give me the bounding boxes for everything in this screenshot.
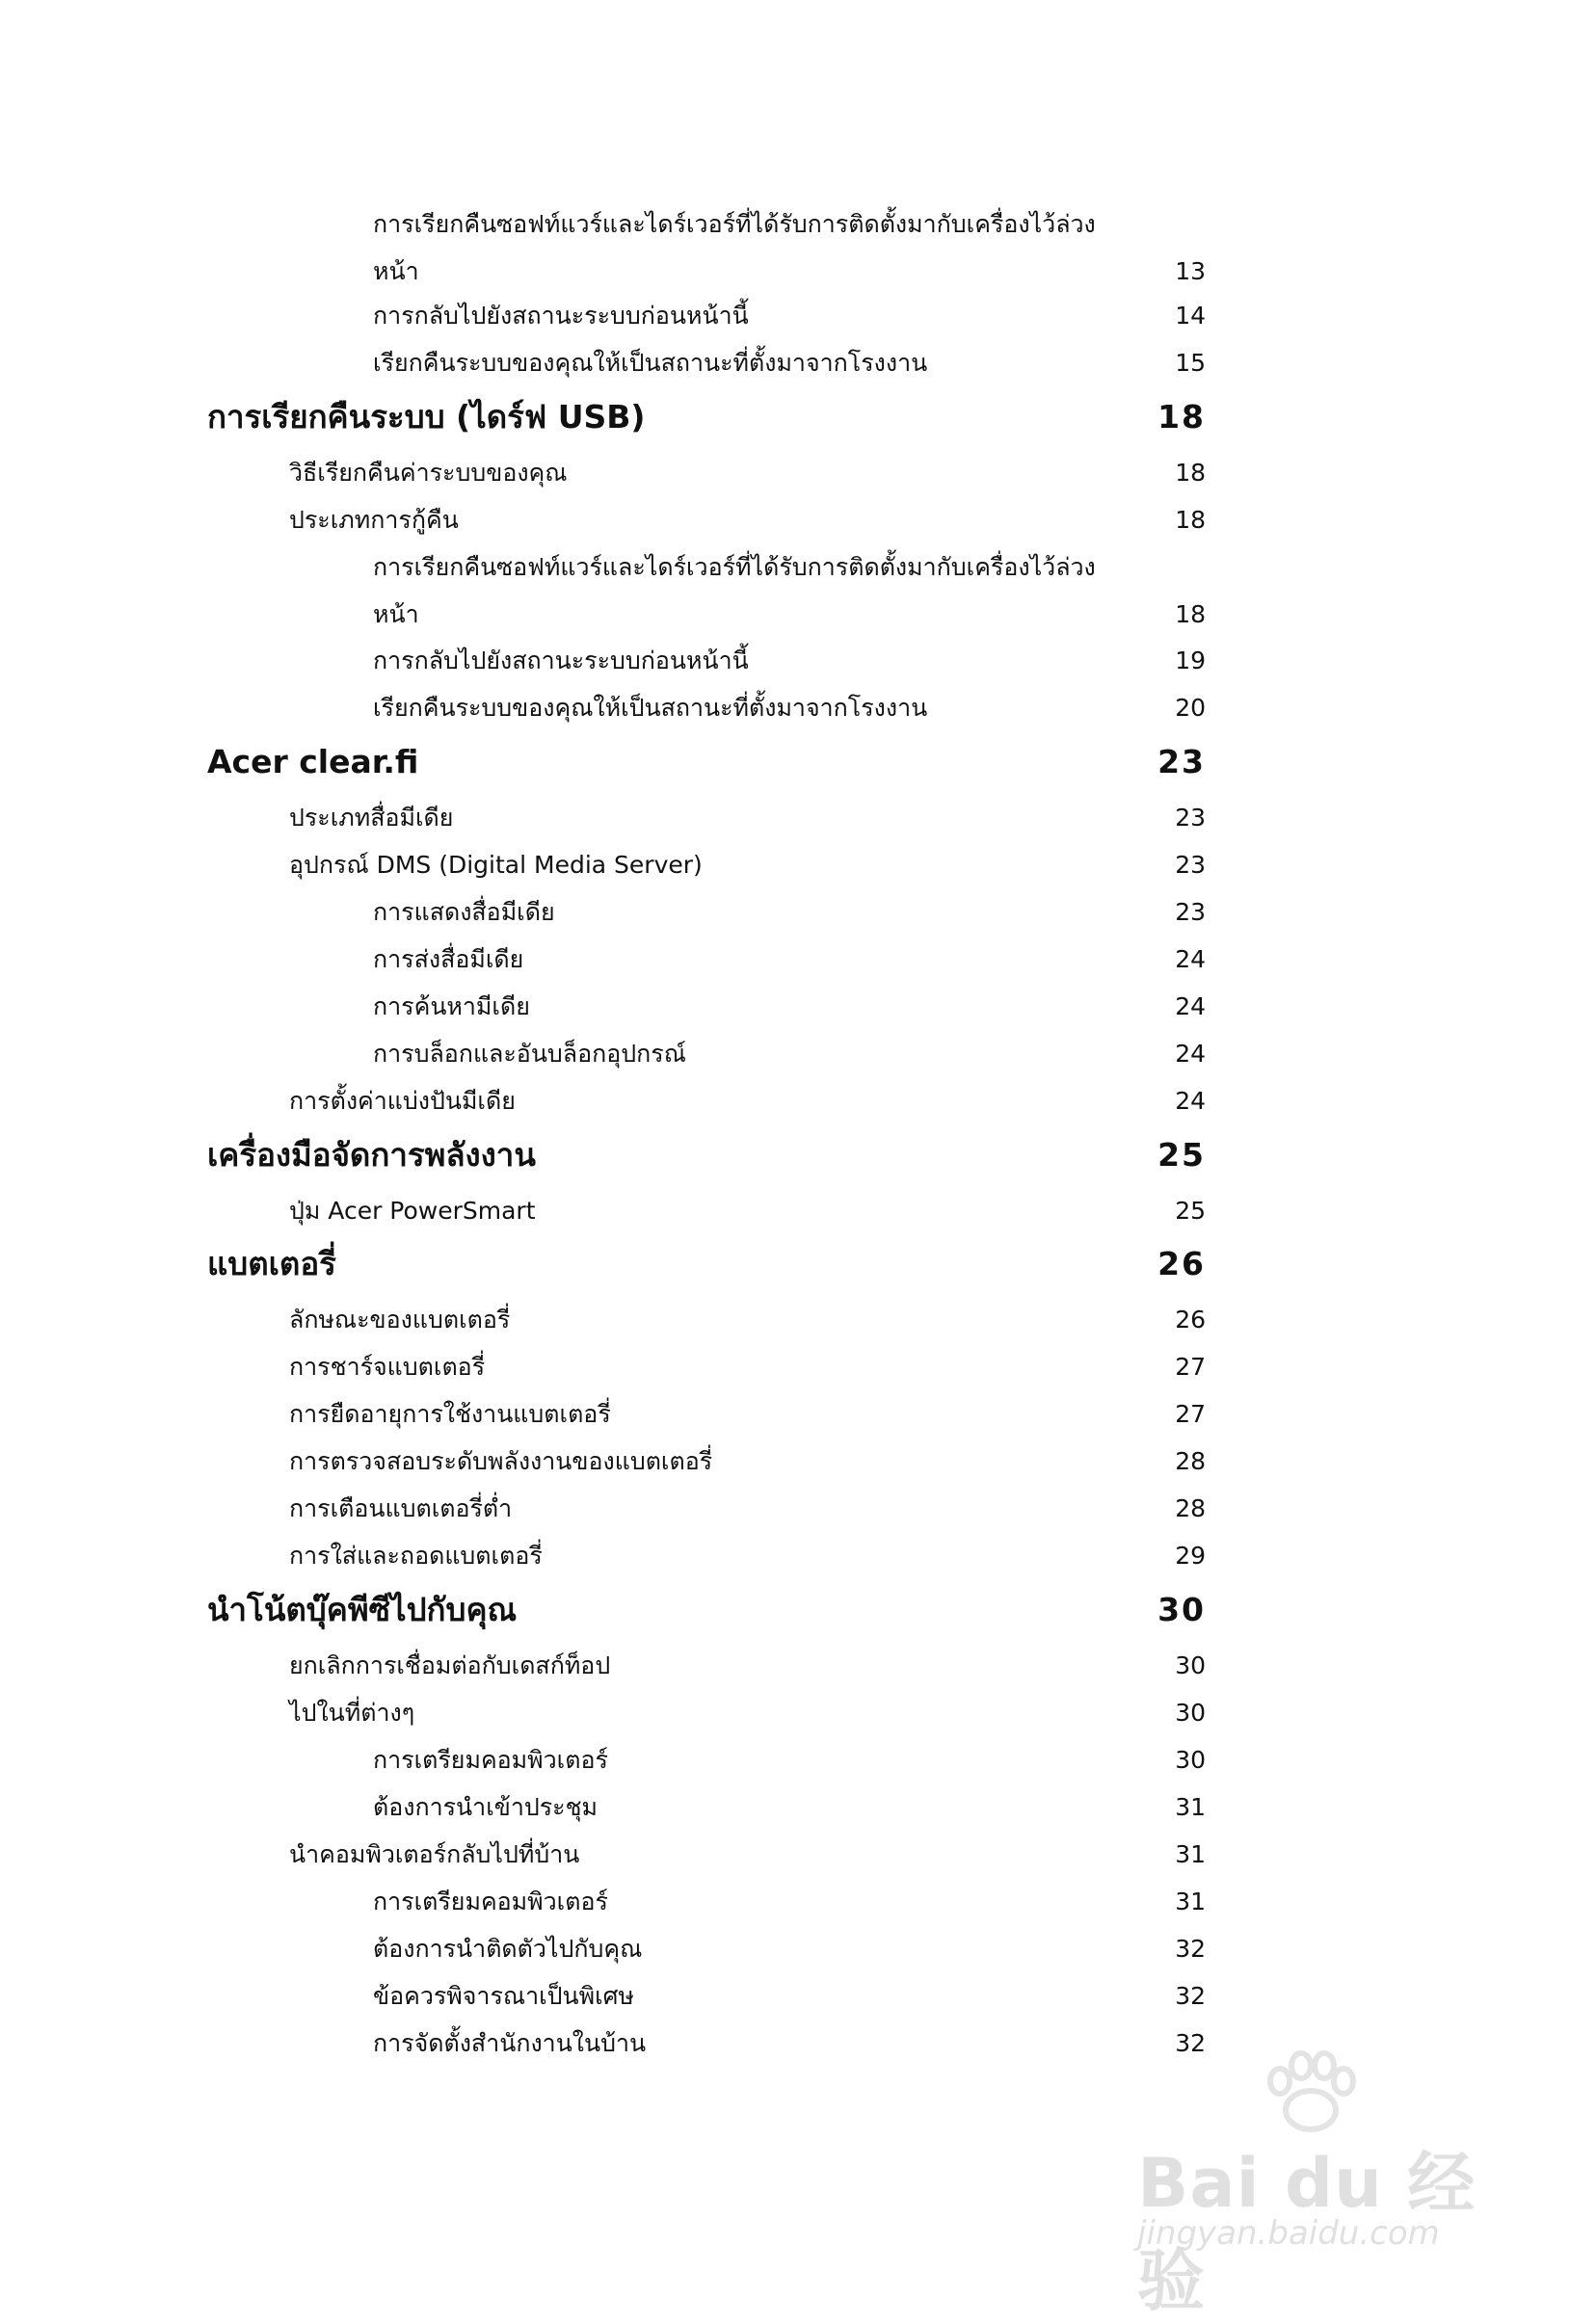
toc-entry-page: 20	[1175, 694, 1206, 722]
toc-entry-page: 31	[1175, 1793, 1206, 1821]
toc-entry-page: 24	[1175, 1087, 1206, 1115]
toc-entry-page: 32	[1175, 2029, 1206, 2057]
toc-entry-page: 18	[1175, 459, 1206, 487]
toc-entry-label: การแสดงสื่อมีเดีย	[373, 898, 555, 926]
toc-entry-page: 27	[1175, 1400, 1206, 1428]
toc-entry-label: การชาร์จแบตเตอรี่	[289, 1353, 486, 1381]
toc-entry-page: 15	[1175, 349, 1206, 377]
toc-entry-label: ข้อควรพิจารณาเป็นพิเศษ	[373, 1982, 634, 2010]
toc-chapter-page: 18	[1157, 398, 1206, 436]
toc-entry-label: การใส่และถอดแบตเตอรี่	[289, 1542, 543, 1570]
toc-entry-page: 19	[1175, 647, 1206, 674]
toc-chapter-label: เครื่องมือจัดการพลังงาน	[207, 1136, 536, 1174]
toc-entry-page: 30	[1175, 1699, 1206, 1727]
toc-chapter-label: Acer clear.fi	[207, 743, 419, 780]
toc-entry-page: 24	[1175, 1040, 1206, 1068]
toc-entry-page: 31	[1175, 1888, 1206, 1915]
toc-entry-label: อุปกรณ์ DMS (Digital Media Server)	[289, 851, 703, 879]
toc-entry-label: ลักษณะของแบตเตอรี่	[289, 1306, 511, 1334]
toc-entry-label: การตั้งค่าแบ่งปันมีเดีย	[289, 1087, 516, 1115]
toc-entry-label: การเรียกคืนซอฟท์แวร์และไดร์เวอร์ที่ได้รับการติดตั้งมากับเครื่องไว้ล่วงหน้า	[373, 553, 1096, 628]
toc-entry-page: 18	[1175, 600, 1206, 628]
toc-entry-label: ไปในที่ต่างๆ	[289, 1699, 415, 1727]
toc-chapter-page: 26	[1157, 1245, 1206, 1282]
toc-entry-label: การเตือนแบตเตอรี่ต่ำ	[289, 1494, 513, 1522]
toc-entry-label: การตรวจสอบระดับพลังงานของแบตเตอรี่	[289, 1447, 713, 1475]
toc-entry-page: 28	[1175, 1447, 1206, 1475]
toc-entry-page: 30	[1175, 1651, 1206, 1679]
toc-entry-label: เรียกคืนระบบของคุณให้เป็นสถานะที่ตั้งมาจากโรงงาน	[373, 349, 928, 377]
toc-entry-label: ประเภทสื่อมีเดีย	[289, 804, 454, 832]
toc-entry-page: 27	[1175, 1353, 1206, 1381]
watermark-brand: Bai du 经验	[1137, 2144, 1476, 2320]
toc-chapter-label: แบตเตอรี่	[207, 1245, 336, 1282]
paw-logo-icon	[1118, 2043, 1503, 2139]
toc-entry-page: 31	[1175, 1840, 1206, 1868]
toc-entry-label: การกลับไปยังสถานะระบบก่อนหน้านี้	[373, 647, 749, 674]
toc-entry-label: การค้นหามีเดีย	[373, 992, 530, 1020]
toc-entry-label: การเตรียมคอมพิวเตอร์	[373, 1888, 608, 1915]
toc-entry-page: 30	[1175, 1746, 1206, 1774]
toc-entry-label: การเรียกคืนซอฟท์แวร์และไดร์เวอร์ที่ได้รับการติดตั้งมากับเครื่องไว้ล่วงหน้า	[373, 210, 1096, 285]
toc-entry-page: 13	[1175, 257, 1206, 285]
toc-chapter-page: 30	[1157, 1591, 1206, 1628]
toc-entry-page: 23	[1175, 898, 1206, 926]
toc-entry-label: การเตรียมคอมพิวเตอร์	[373, 1746, 608, 1774]
toc-entry-label: ต้องการนำติดตัวไปกับคุณ	[373, 1935, 643, 1963]
baidu-watermark	[1118, 2043, 1503, 2320]
toc-entry-label: ประเภทการกู้คืน	[289, 506, 459, 534]
toc-entry-page: 25	[1175, 1197, 1206, 1225]
toc-entry-page: 24	[1175, 945, 1206, 973]
toc-entry-label: ปุ่ม Acer PowerSmart	[289, 1197, 536, 1225]
toc-entry[interactable]	[373, 200, 1206, 295]
toc-entry-label: การจัดตั้งสำนักงานในบ้าน	[373, 2029, 647, 2057]
toc-entry-page: 14	[1175, 302, 1206, 330]
toc-entry-page: 26	[1175, 1306, 1206, 1334]
toc-entry-page: 32	[1175, 1935, 1206, 1963]
toc-entry-page: 18	[1175, 506, 1206, 534]
toc-entry-label: ต้องการนำเข้าประชุม	[373, 1793, 598, 1821]
toc-chapter-label: การเรียกคืนระบบ (ไดร์ฟ USB)	[207, 398, 646, 436]
toc-entry-label: วิธีเรียกคืนค่าระบบของคุณ	[289, 459, 568, 487]
toc-entry-page: 23	[1175, 804, 1206, 832]
watermark-url: jingyan.baidu.com	[1137, 2214, 1440, 2253]
toc-entry-label: การยืดอายุการใช้งานแบตเตอรี่	[289, 1400, 611, 1428]
toc-entry-label: การส่งสื่อมีเดีย	[373, 945, 524, 973]
toc-entry[interactable]	[373, 543, 1206, 638]
toc-entry-page: 28	[1175, 1494, 1206, 1522]
toc-entry-page: 23	[1175, 851, 1206, 879]
toc-entry-page: 29	[1175, 1542, 1206, 1570]
toc-entry-page: 32	[1175, 1982, 1206, 2010]
toc-chapter-label: นำโน้ตบุ๊คพีซีไปกับคุณ	[207, 1591, 518, 1628]
toc-entry-page: 24	[1175, 992, 1206, 1020]
toc-entry-label: ยกเลิกการเชื่อมต่อกับเดสก์ท็อป	[289, 1651, 611, 1679]
toc-entry-label: การบล็อกและอันบล็อกอุปกรณ์	[373, 1040, 686, 1068]
toc-entry-label: เรียกคืนระบบของคุณให้เป็นสถานะที่ตั้งมาจากโรงงาน	[373, 694, 928, 722]
toc-entry-label: นำคอมพิวเตอร์กลับไปที่บ้าน	[289, 1840, 580, 1868]
toc-entry-label: การกลับไปยังสถานะระบบก่อนหน้านี้	[373, 302, 749, 330]
toc-chapter-page: 25	[1157, 1136, 1206, 1174]
toc-chapter-page: 23	[1157, 743, 1206, 780]
